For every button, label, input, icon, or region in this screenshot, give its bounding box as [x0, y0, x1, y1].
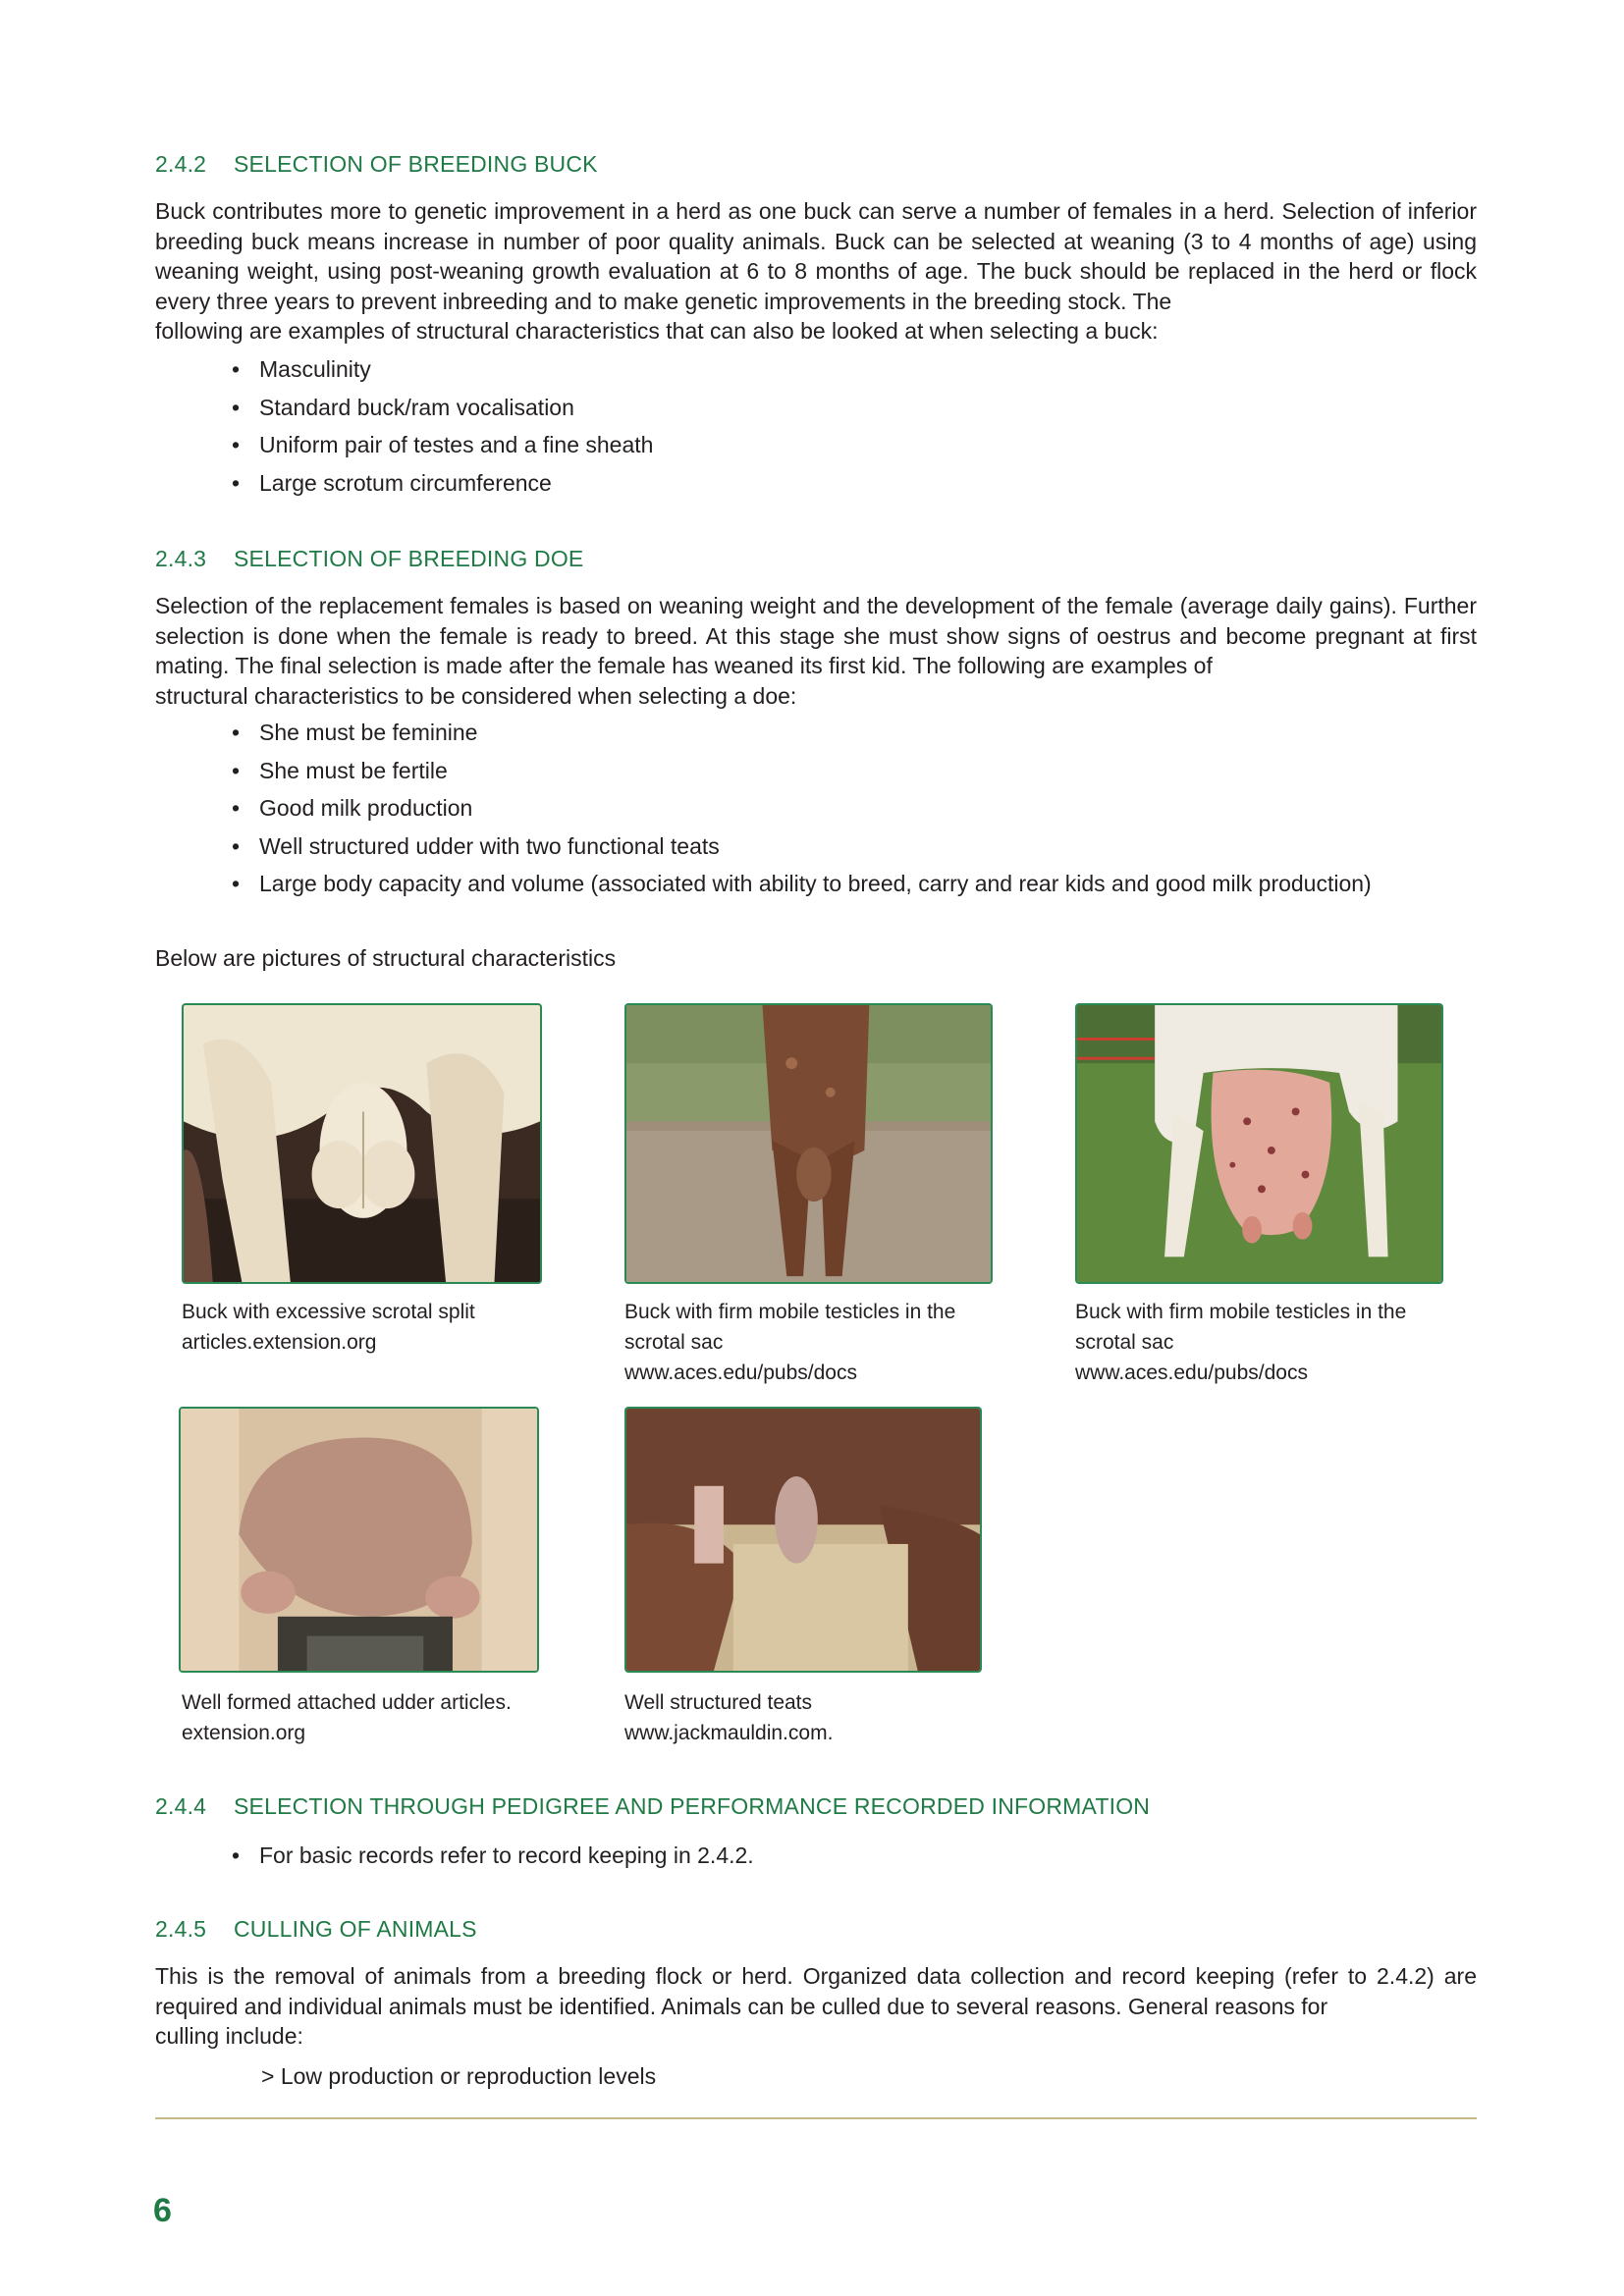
photo-brown-buck-rear: [624, 1003, 993, 1284]
section-title: SELECTION OF BREEDING BUCK: [234, 151, 598, 177]
section-number: 2.4.5: [155, 1916, 207, 1942]
paragraph-line: culling include:: [155, 2023, 303, 2049]
paragraph-line: pregnant at first mating. The final selection is made after the female has weaned its first kid. The following are examples of: [155, 622, 1478, 678]
section-heading-2-4-5: [155, 1916, 477, 1943]
photo-caption: Buck with firm mobile testicles in the scrotal sac www.aces.edu/pubs/docs: [1075, 1301, 1407, 1384]
section-title: SELECTION THROUGH PEDIGREE AND PERFORMANCE RECORDED INFORMATION: [234, 1793, 1151, 1819]
section-title: SELECTION OF BREEDING DOE: [234, 546, 584, 571]
paragraph-line: following are examples of structural characteristics that can also be looked at when selecting a buck:: [155, 318, 1159, 344]
photo-caption: Well formed attached udder articles. extension.org: [182, 1691, 512, 1744]
paragraph-breeding-doe: [155, 591, 1477, 711]
section-number: 2.4.3: [155, 546, 207, 571]
list-item: • She must be feminine: [232, 720, 478, 745]
page-number: 6: [153, 2192, 172, 2229]
paragraph-line: Selection of the replacement females is based on weaning weight and the development of the female (average daily gains).: [155, 593, 1397, 618]
photo-caption: Buck with excessive scrotal split articles.extension.org: [182, 1301, 475, 1354]
photo-doe-udder: [1075, 1003, 1443, 1284]
paragraph-line: are required and individual animals must be identified. Animals can be culled due to several reasons. General reasons for: [155, 1963, 1478, 2019]
photo-caption: Well structured teats www.jackmauldin.com.: [624, 1691, 834, 1744]
section-number: 2.4.4: [155, 1793, 207, 1819]
pedigree-bullet-list: [232, 1837, 754, 1875]
list-item: • Uniform pair of testes and a fine sheath: [232, 432, 654, 457]
buck-bullet-list: [232, 350, 653, 502]
section-number: 2.4.2: [155, 151, 207, 177]
paragraph-line: inferior breeding buck means increase in number of poor quality animals. Buck can be selected at weaning (3 to 4 months: [155, 198, 1478, 254]
photo-buck-scrotal-split: [182, 1003, 542, 1284]
section-heading-2-4-2: [155, 151, 598, 178]
photo-structured-teats: [624, 1407, 982, 1673]
paragraph-line: of age) using weaning weight, using post-weaning growth evaluation at 6 to 8 months of age. The buck should be replaced: [155, 228, 1478, 284]
paragraph-line: structural characteristics to be considered when selecting a doe:: [155, 682, 797, 709]
culling-sub-item: > Low production or reproduction levels: [261, 2063, 657, 2089]
section-heading-2-4-3: [155, 546, 583, 572]
list-item: • Good milk production: [232, 795, 473, 821]
paragraph-culling: [155, 1961, 1477, 2052]
section-title: CULLING OF ANIMALS: [234, 1916, 477, 1942]
list-item: • Large body capacity and volume (associated with ability to breed, carry and rear kids and good milk production): [232, 871, 1372, 896]
list-item: • Standard buck/ram vocalisation: [232, 394, 574, 420]
photo-attached-udder: [179, 1407, 539, 1673]
list-item: • Well structured udder with two functional teats: [232, 832, 720, 859]
paragraph-breeding-buck: [155, 196, 1477, 347]
pictures-intro: Below are pictures of structural characteristics: [155, 945, 617, 971]
list-item: • Large scrotum circumference: [232, 469, 552, 496]
paragraph-line: in the herd or flock every three years to prevent inbreeding and to make genetic improvements in the breeding stock. The: [155, 258, 1477, 314]
paragraph-line: This is the removal of animals from a breeding flock or herd. Organized data collection and record keeping (refer to 2.4.2): [155, 1963, 1435, 1989]
photo-caption: Buck with firm mobile testicles in the scrotal sac www.aces.edu/pubs/docs: [624, 1301, 956, 1384]
footer-divider: [155, 2117, 1477, 2119]
list-item: • For basic records refer to record keeping in 2.4.2.: [232, 1842, 754, 1868]
list-item: • Masculinity: [232, 356, 371, 382]
list-item: • She must be fertile: [232, 757, 448, 783]
paragraph-line: Buck contributes more to genetic improvement in a herd as one buck can serve a number of females in a herd. Selection of: [155, 198, 1401, 224]
section-heading-2-4-4: [155, 1793, 1150, 1820]
doe-bullet-list: [232, 714, 1372, 903]
paragraph-line: Further selection is done when the female is ready to breed. At this stage she must show signs of oestrus and become: [155, 593, 1478, 649]
